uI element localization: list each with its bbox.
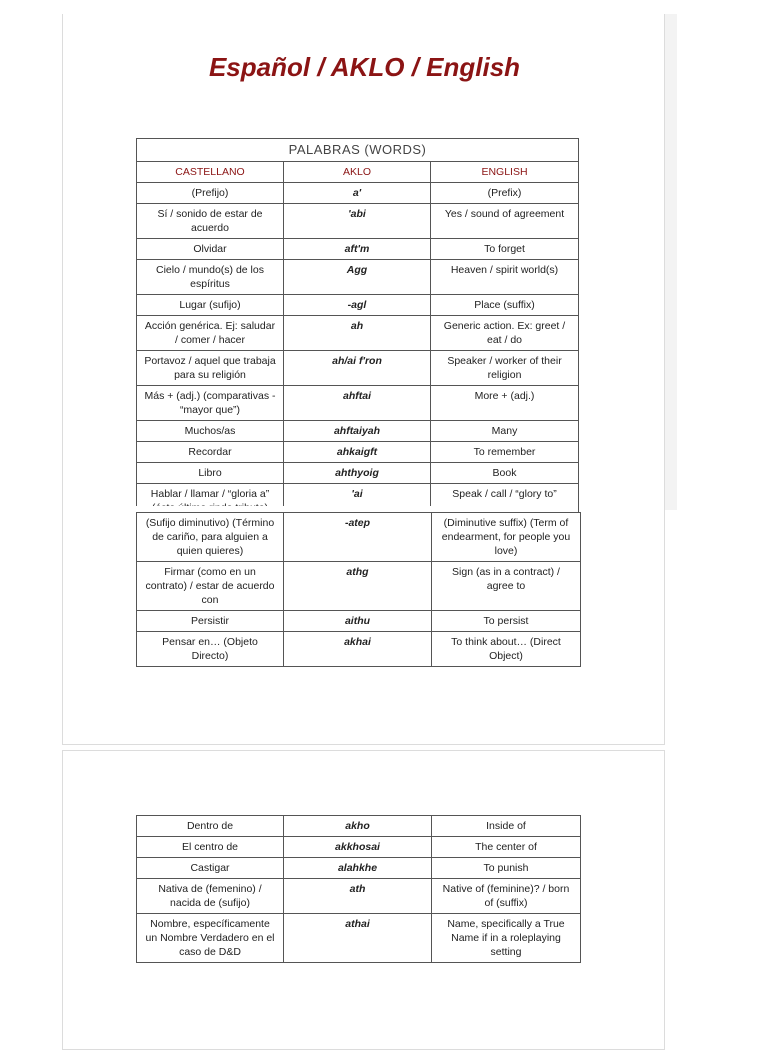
aklo-cell: 'ai: [284, 484, 431, 519]
table-caption: PALABRAS (WORDS): [137, 139, 579, 162]
table-row: [137, 351, 579, 386]
table-row: [137, 183, 579, 204]
spanish-cell: Castigar: [137, 858, 284, 879]
english-cell: Inside of: [432, 816, 581, 837]
english-cell: Name, specifically a True Name if in a roleplaying setting: [432, 914, 581, 963]
spanish-cell: Pensar en… (Objeto Directo): [137, 632, 284, 667]
aklo-cell: akhai: [284, 632, 432, 667]
table-row: [137, 204, 579, 239]
aklo-cell: ah: [284, 316, 431, 351]
spanish-cell: Acción genérica. Ej: saludar / comer / hacer: [137, 316, 284, 351]
table-row: [137, 513, 581, 562]
aklo-cell: -atep: [284, 513, 432, 562]
spanish-cell: Firmar (como en un contrato) / estar de acuerdo con: [137, 562, 284, 611]
english-cell: More + (adj.): [431, 386, 579, 421]
english-cell: Speaker / worker of their religion: [431, 351, 579, 386]
english-cell: Place (suffix): [431, 295, 579, 316]
spanish-cell: El centro de: [137, 837, 284, 858]
table-row: [137, 239, 579, 260]
english-cell: (Diminutive suffix) (Term of endearment, for people you love): [432, 513, 581, 562]
vocabulary-table-1: [136, 138, 579, 519]
aklo-cell: Agg: [284, 260, 431, 295]
aklo-cell: akkhosai: [284, 837, 432, 858]
aklo-cell: ath: [284, 879, 432, 914]
spanish-cell: Olvidar: [137, 239, 284, 260]
column-header-english: ENGLISH: [431, 162, 579, 183]
table-row: [137, 260, 579, 295]
vocabulary-table-3: [136, 815, 581, 963]
aklo-cell: ahkaigft: [284, 442, 431, 463]
english-cell: Yes / sound of agreement: [431, 204, 579, 239]
spanish-cell: Muchos/as: [137, 421, 284, 442]
spanish-cell: Nombre, específicamente un Nombre Verdadero en el caso de D&D: [137, 914, 284, 963]
table-row: [137, 858, 581, 879]
vocabulary-table-2: [136, 512, 581, 667]
aklo-cell: -agl: [284, 295, 431, 316]
spanish-cell: Persistir: [137, 611, 284, 632]
table-row: [137, 295, 579, 316]
english-cell: To persist: [432, 611, 581, 632]
spanish-cell: Lugar (sufijo): [137, 295, 284, 316]
aklo-cell: akho: [284, 816, 432, 837]
table-row: [137, 442, 579, 463]
aklo-cell: aithu: [284, 611, 432, 632]
english-cell: Native of (feminine)? / born of (suffix): [432, 879, 581, 914]
table-row: [137, 837, 581, 858]
aklo-cell: 'abi: [284, 204, 431, 239]
aklo-cell: athg: [284, 562, 432, 611]
table-row: [137, 316, 579, 351]
table-row: [137, 386, 579, 421]
column-header-castellano: CASTELLANO: [137, 162, 284, 183]
aklo-cell: athai: [284, 914, 432, 963]
english-cell: Heaven / spirit world(s): [431, 260, 579, 295]
aklo-cell: ah/ai f'ron: [284, 351, 431, 386]
spanish-cell: (Sufijo diminutivo) (Término de cariño, para alguien a quien quieres): [137, 513, 284, 562]
column-header-aklo: AKLO: [284, 162, 431, 183]
spanish-cell: Hablar / llamar / “gloria a”: [137, 484, 284, 519]
english-cell: Many: [431, 421, 579, 442]
english-cell: To punish: [432, 858, 581, 879]
table-row: [137, 611, 581, 632]
document-title: Español / AKLO / English: [208, 52, 521, 82]
aklo-cell: ahftaiyah: [284, 421, 431, 442]
english-cell: To think about… (Direct Object): [432, 632, 581, 667]
aklo-cell: a': [284, 183, 431, 204]
spanish-cell: Cielo / mundo(s) de los espíritus: [137, 260, 284, 295]
table-row: [137, 632, 581, 667]
english-cell: Book: [431, 463, 579, 484]
table-row: [137, 463, 579, 484]
english-cell: Sign (as in a contract) / agree to: [432, 562, 581, 611]
table-row: [137, 421, 579, 442]
table-row: [137, 816, 581, 837]
aklo-cell: alahkhe: [284, 858, 432, 879]
english-cell: To remember: [431, 442, 579, 463]
english-cell: To forget: [431, 239, 579, 260]
spanish-cell: Dentro de: [137, 816, 284, 837]
spanish-cell: Sí / sonido de estar de acuerdo: [137, 204, 284, 239]
table-row: [137, 562, 581, 611]
english-cell: (Prefix): [431, 183, 579, 204]
spanish-cell: (Prefijo): [137, 183, 284, 204]
spanish-cell: Portavoz / aquel que trabaja para su religión: [137, 351, 284, 386]
table-row: [137, 914, 581, 963]
english-cell: Speak / call / “glory to”: [431, 484, 579, 519]
table-row: [137, 879, 581, 914]
english-cell: The center of: [432, 837, 581, 858]
english-cell: Generic action. Ex: greet / eat / do: [431, 316, 579, 351]
aklo-cell: ahftai: [284, 386, 431, 421]
spanish-cell: Más + (adj.) (comparativas - “mayor que”): [137, 386, 284, 421]
spanish-cell: Recordar: [137, 442, 284, 463]
spanish-cell: Libro: [137, 463, 284, 484]
aklo-cell: aft'm: [284, 239, 431, 260]
aklo-cell: ahthyoig: [284, 463, 431, 484]
spanish-cell: Nativa de (femenino) / nacida de (sufijo): [137, 879, 284, 914]
